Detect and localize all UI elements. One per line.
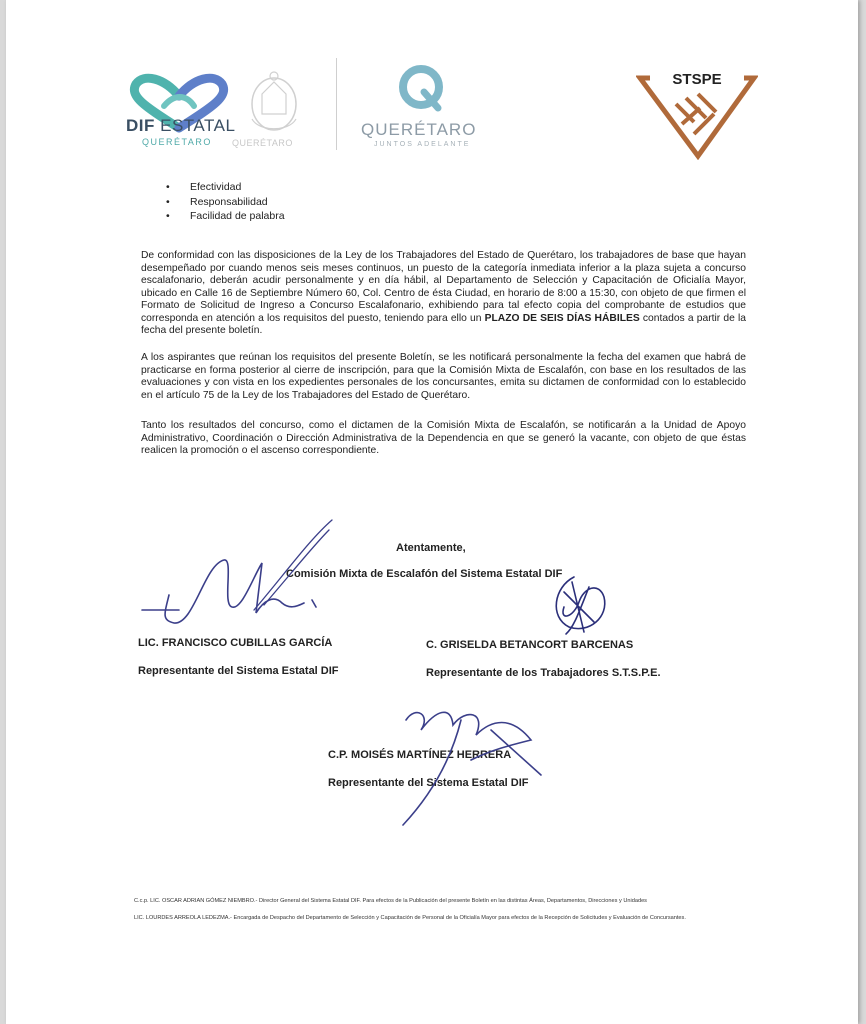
list-item: • Facilidad de palabra xyxy=(166,209,285,224)
signature-1 xyxy=(134,515,334,630)
signature-2 xyxy=(544,572,614,642)
list-item: • Responsabilidad xyxy=(166,195,285,210)
signatory-1-name: LIC. FRANCISCO CUBILLAS GARCÍA xyxy=(138,637,333,649)
list-item: • Efectividad xyxy=(166,180,285,195)
queretaro-tagline: JUNTOS ADELANTE xyxy=(374,141,471,148)
letterhead xyxy=(6,50,858,160)
signatory-3-name: C.P. MOISÉS MARTÍNEZ HERRERA xyxy=(328,749,512,761)
ccp-line-2: LIC. LOURDES ARREOLA LEDEZMA.- Encargada de Despacho del Departamento de Selección y Capacitación de Personal de la Oficialía Mayor para efectos de la Recepción de Solicitudes y Evaluación de Concursantes. xyxy=(134,915,686,921)
document-page xyxy=(6,0,858,1024)
dif-subtitle: QUERÉTARO xyxy=(142,137,212,147)
closing-atentamente: Atentamente, xyxy=(396,542,466,554)
stspe-logo xyxy=(636,64,758,160)
closing-comision: Comisión Mixta de Escalafón del Sistema Estatal DIF xyxy=(286,568,563,580)
queretaro-q-logo xyxy=(394,62,448,116)
queretaro-name: QUERÉTARO xyxy=(361,120,477,139)
header-divider xyxy=(336,58,337,150)
signatory-3-role: Representante del Sistema Estatal DIF xyxy=(328,777,529,789)
stspe-name: STSPE xyxy=(672,71,722,88)
paragraph-resultados: Tanto los resultados del concurso, como el dictamen de la Comisión Mixta de Escalafón, se notificarán a la Unidad de Apoyo Administrativo, Coordinación o Dirección Administrativa de la Dependencia en que se generó la vacante, con objeto de que éstas realicen la promoción o el ascenso correspondiente. xyxy=(141,420,746,456)
dif-name: DIF ESTATAL xyxy=(126,116,236,135)
requirements-list xyxy=(166,180,285,224)
ccp-line-1: C.c.p. LIC. OSCAR ADRIAN GÓMEZ NIEMBRO.- Director General del Sistema Estatal DIF. Para efectos de la Publicación del presente Boletín en las distintas Áreas, Departamentos, Direcciones y Unidades xyxy=(134,898,647,904)
signature-3 xyxy=(391,700,556,830)
seal-caption: QUERÉTARO xyxy=(232,138,293,148)
signatory-2-name: C. GRISELDA BETANCORT BARCENAS xyxy=(426,639,634,651)
signatory-1-role: Representante del Sistema Estatal DIF xyxy=(138,665,339,677)
signatory-2-role: Representante de los Trabajadores S.T.S.P.E. xyxy=(426,667,661,679)
paragraph-aspirantes: A los aspirantes que reúnan los requisitos del presente Boletín, se les notificará personalmente la fecha del examen que habrá de practicarse en forma posterior al cierre de inscripción, para que la Comisión Mixta de Escalafón, con base en los resultados de las evaluaciones y con vista en los expedientes personales de los concursantes, emita su dictamen de conformidad con lo establecido en el artículo 75 de la Ley de los Trabajadores del Estado de Querétaro. xyxy=(141,352,746,401)
paragraph-conformidad: De conformidad con las disposiciones de la Ley de los Trabajadores del Estado de Querétaro, los trabajadores de base que hayan desempeñado por cuando menos seis meses continuos, un puesto de la categoría inmediata inferior a la plaza sujeta a concurso escalafonario, deberán acudir personalmente y en día hábil, al Departamento de Selección y Capacitación de Oficialía Mayor, ubicado en Calle 16 de Septiembre Número 60, Col. Centro de ésta Ciudad, en horario de 8:00 a 15:30, con objeto de que firmen el Formato de Solicitud de Ingreso a Concurso Escalafonario, exhibiendo para tal efecto copia del comprobante de estudios que corresponda en atención a los requisitos del puesto, teniendo para ello un PLAZO DE SEIS DÍAS HÁBILES contados a partir de la fecha del presente boletín. xyxy=(141,250,747,336)
